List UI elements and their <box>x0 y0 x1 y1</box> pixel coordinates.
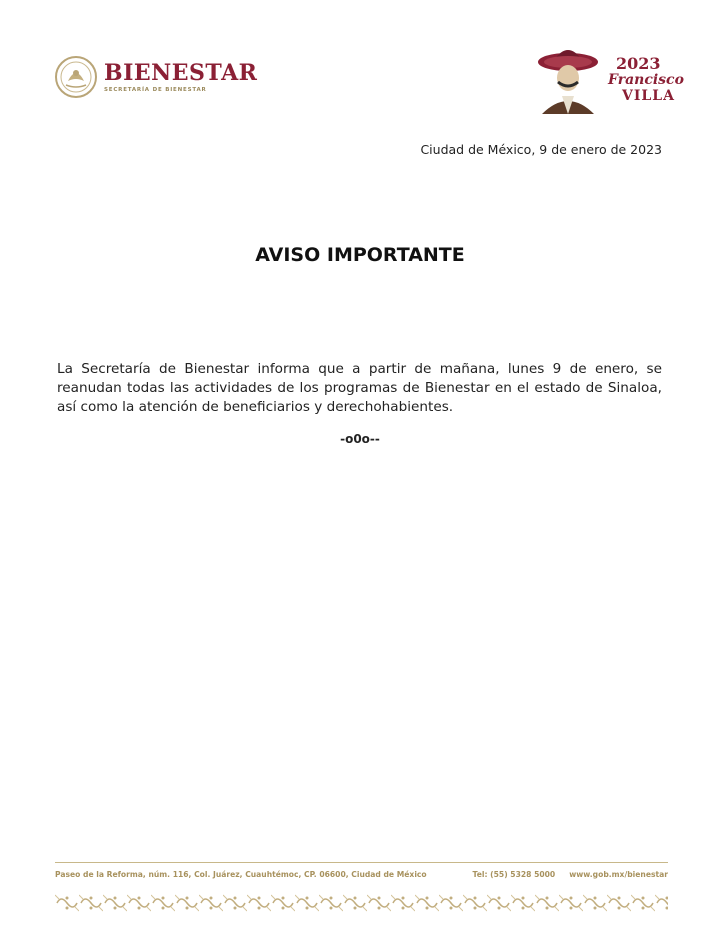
notice-title: AVISO IMPORTANTE <box>255 244 465 266</box>
footer-address: Paseo de la Reforma, núm. 116, Col. Juárez, Cuauhtémoc, CP. 06600, Ciudad de México <box>55 870 427 879</box>
footer-divider <box>55 862 668 863</box>
portrait-sombrero-icon <box>532 40 612 120</box>
francisco-villa-2023-logo <box>532 40 684 120</box>
villa-name-last: VILLA <box>622 88 675 104</box>
villa-name-first: Francisco <box>608 72 684 88</box>
footer-phone: Tel: (55) 5328 5000 <box>472 870 556 879</box>
closing-mark: -o0o-- <box>340 432 380 446</box>
footer <box>55 870 668 879</box>
brand-name: BIENESTAR <box>104 60 258 86</box>
notice-body: La Secretaría de Bienestar informa que a partir de mañana, lunes 9 de enero, se reanudan todas las actividades de los programas de Bienestar en el estado de Sinaloa, así como la atención de beneficiarios y derechohabientes. <box>57 361 662 415</box>
footer-website: www.gob.mx/bienestar <box>569 870 668 879</box>
date-line: Ciudad de México, 9 de enero de 2023 <box>420 142 662 157</box>
mexico-seal-icon <box>54 55 98 99</box>
brand-subtitle: SECRETARÍA DE BIENESTAR <box>104 87 207 93</box>
villa-year: 2023 <box>616 54 661 73</box>
decorative-border-pattern <box>55 893 668 913</box>
bienestar-logo <box>54 55 257 99</box>
